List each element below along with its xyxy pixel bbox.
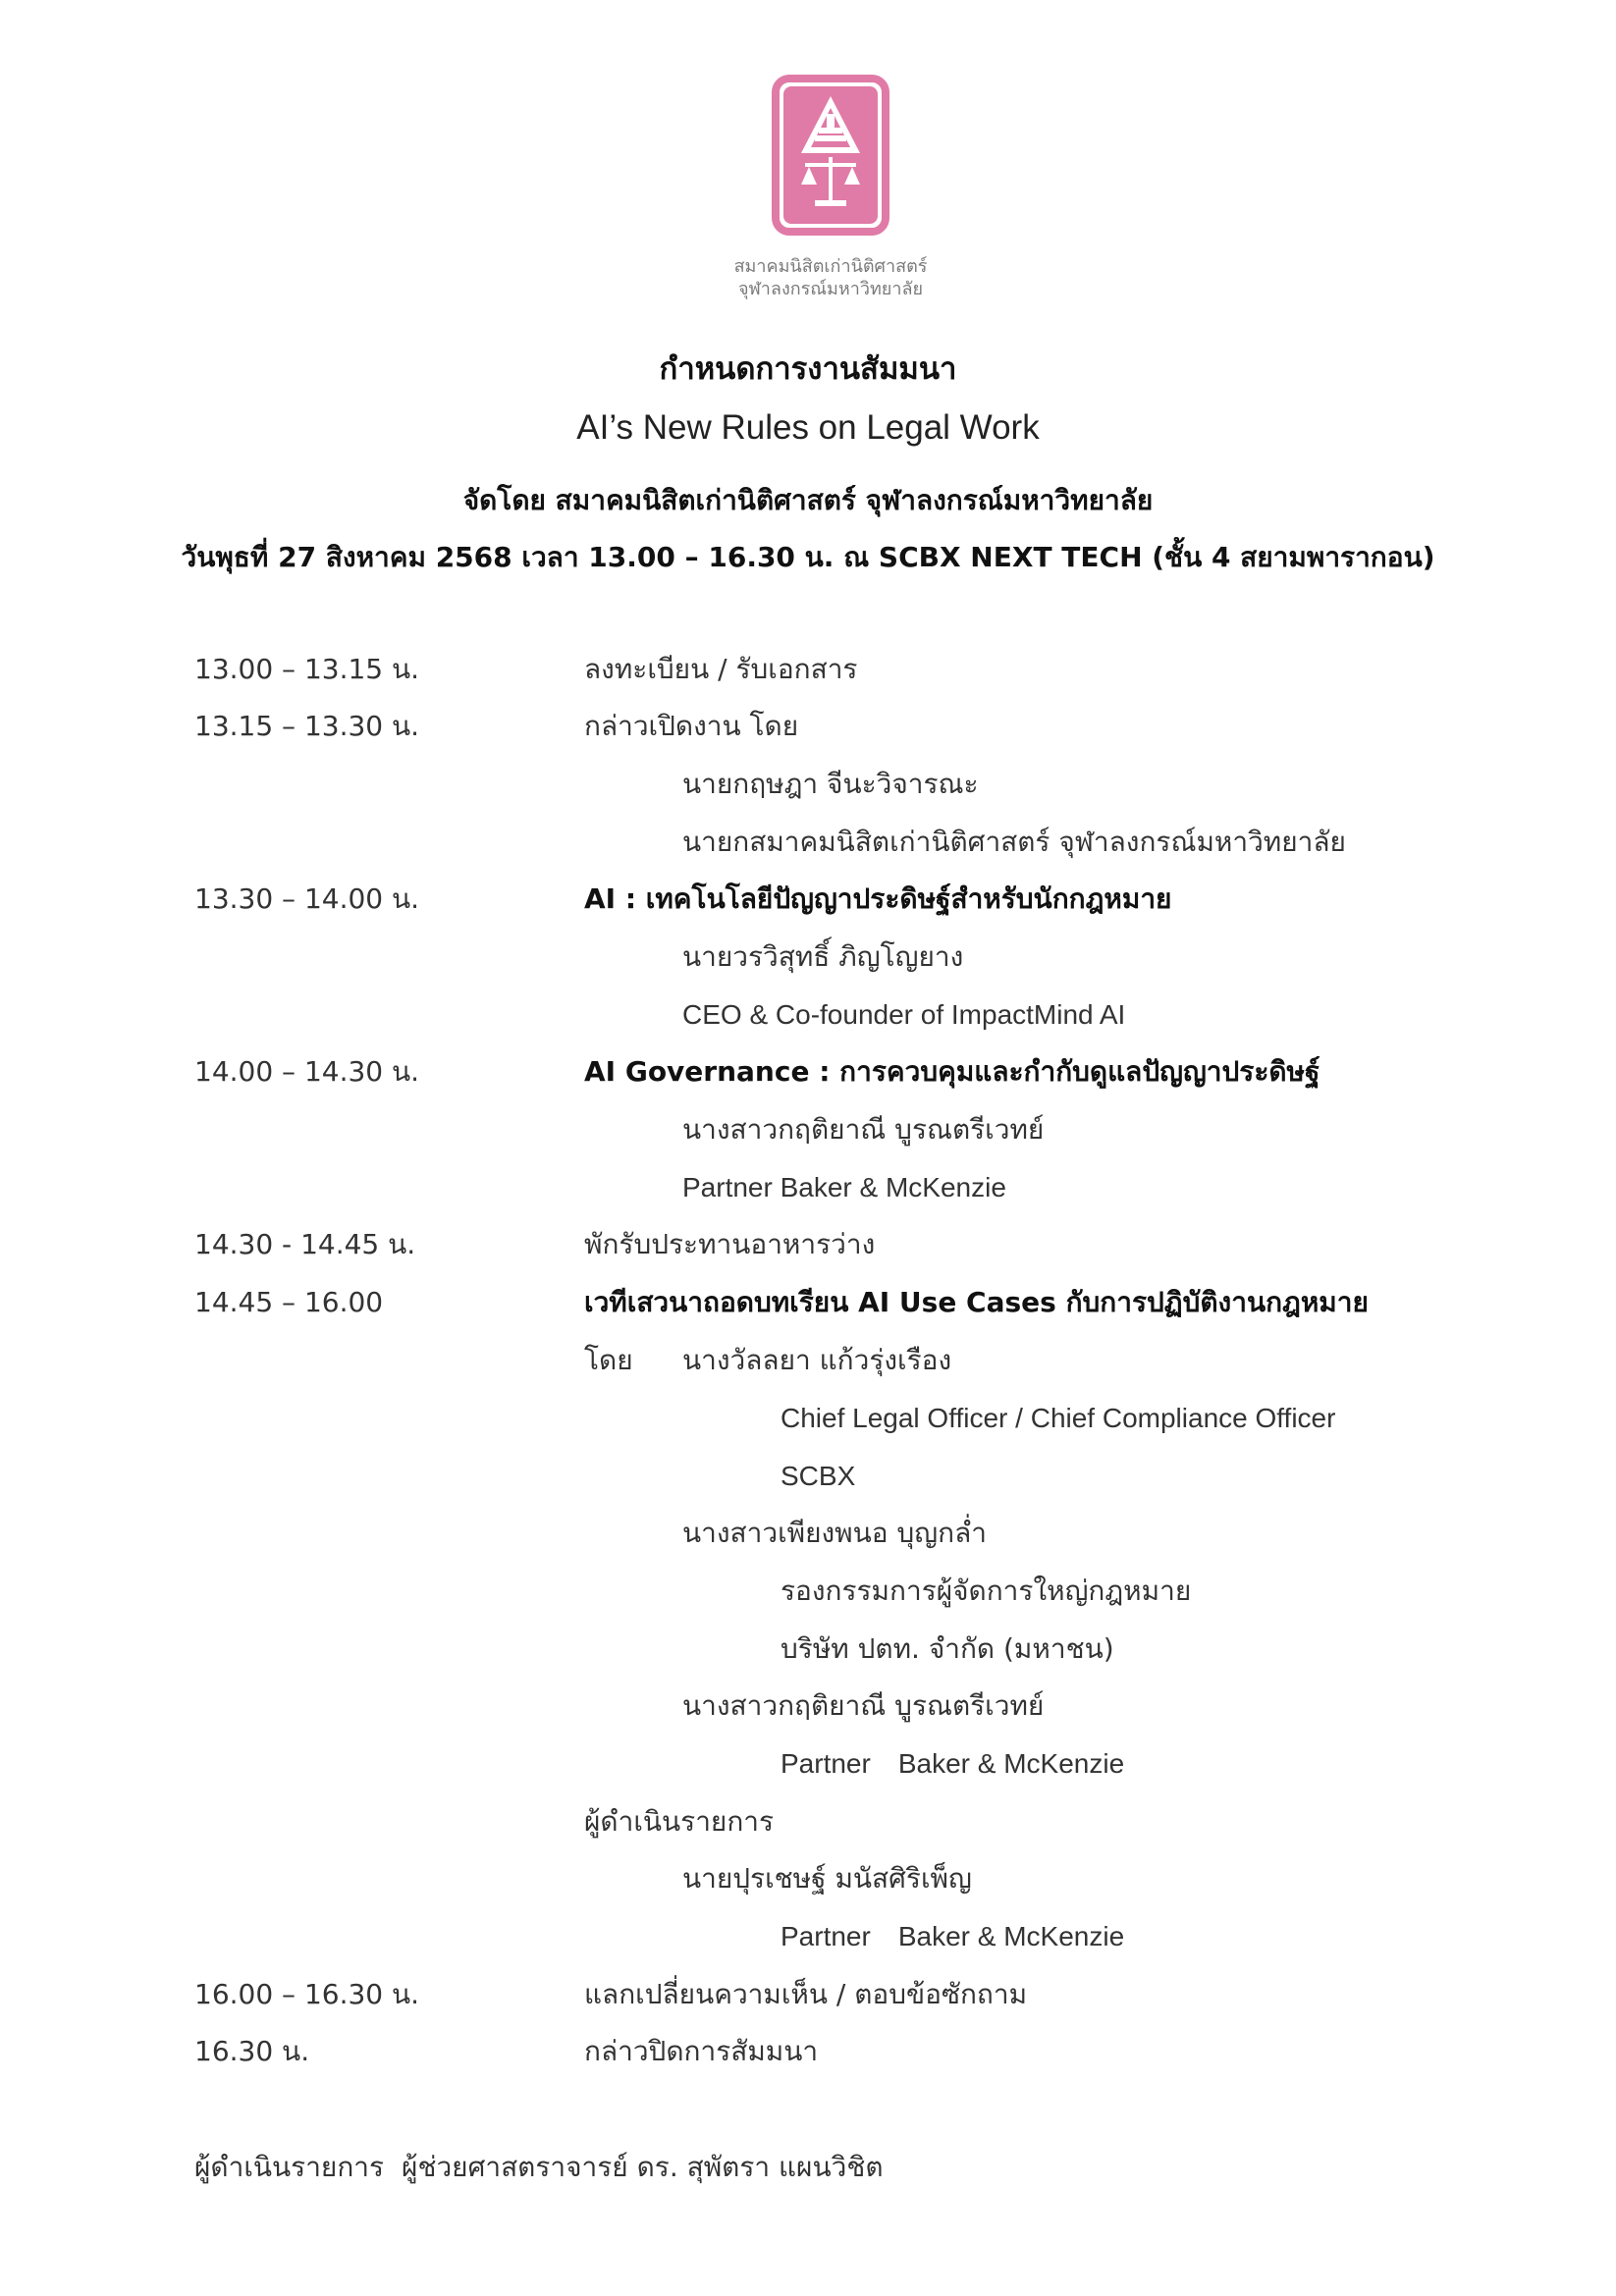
organizer-line: จัดโดย สมาคมนิสิตเก่านิติศาสตร์ จุฬาลงกรณ์มหาวิทยาลัย — [462, 484, 1154, 516]
moderator-org: Baker & McKenzie — [897, 1921, 1125, 1951]
date-venue-line: วันพุธที่ 27 สิงหาคม 2568 เวลา 13.00 – 16.30 น. ณ SCBX NEXT TECH (ชั้น 4 สยามพารากอน) — [181, 541, 1435, 573]
panelist-3-affiliation — [781, 1746, 1124, 1782]
panelist-1-org: SCBX — [781, 1461, 856, 1491]
page-title: กำหนดการงานสัมมนา — [659, 351, 957, 387]
session-6-title: เวทีเสวนาถอดบทเรียน AI Use Cases กับการปฏิบัติงานกฎหมาย — [584, 1286, 1369, 1318]
session-4-speaker: นางสาวกฤติยาณี บูรณตรีเวทย์ — [682, 1113, 1045, 1146]
session-3-speaker-role: CEO & Co-founder of ImpactMind AI — [682, 999, 1126, 1030]
moderator-affiliation — [781, 1919, 1124, 1954]
panelist-1-name: นางวัลลยา แก้วรุ่งเรือง — [682, 1344, 952, 1376]
panelist-3-role: Partner — [781, 1748, 871, 1779]
moderator-name: นายปุรเชษฐ์ มนัสศิริเพ็ญ — [682, 1862, 972, 1895]
footer-moderator-name: ผู้ช่วยศาสตราจารย์ ดร. สุพัตรา แผนวิชิต — [402, 2151, 884, 2183]
panelist-2-name: นางสาวเพียงพนอ บุญกล่ำ — [682, 1517, 987, 1549]
panelist-3-name: นางสาวกฤติยาณี บูรณตรีเวทย์ — [682, 1689, 1045, 1722]
session-4-title: AI Governance : การควบคุมและกำกับดูแลปัญญาประดิษฐ์ — [584, 1055, 1320, 1088]
time-slot-2: 13.15 – 13.30 น. — [194, 710, 420, 742]
time-slot-4: 14.00 – 14.30 น. — [194, 1055, 420, 1088]
panelist-2-org: บริษัท ปตท. จำกัด (มหาชน) — [781, 1632, 1114, 1665]
session-5-title: พักรับประทานอาหารว่าง — [584, 1228, 876, 1260]
panelist-2-role: รองกรรมการผู้จัดการใหญ่กฎหมาย — [781, 1575, 1192, 1607]
session-2-speaker-role: นายกสมาคมนิสิตเก่านิติศาสตร์ จุฬาลงกรณ์มหาวิทยาลัย — [682, 826, 1346, 858]
time-slot-6: 14.45 – 16.00 — [194, 1286, 384, 1318]
time-slot-7: 16.00 – 16.30 น. — [194, 1978, 420, 2010]
time-slot-8: 16.30 น. — [194, 2035, 310, 2067]
logo-caption-line1: สมาคมนิสิตเก่านิติศาสตร์ — [733, 256, 928, 277]
time-slot-5: 14.30 - 14.45 น. — [194, 1228, 416, 1260]
panelist-3-org: Baker & McKenzie — [897, 1748, 1125, 1779]
session-8-title: กล่าวปิดการสัมมนา — [584, 2035, 819, 2067]
session-2-title: กล่าวเปิดงาน โดย — [584, 710, 799, 742]
session-2-speaker: นายกฤษฎา จีนะวิจารณะ — [682, 768, 979, 800]
event-subtitle: AI’s New Rules on Legal Work — [576, 408, 1040, 447]
session-3-speaker: นายวรวิสุทธิ์ ภิญโญยาง — [682, 940, 964, 973]
footer-moderator-label: ผู้ดำเนินรายการ — [194, 2151, 385, 2183]
session-3-title: AI : เทคโนโลยีปัญญาประดิษฐ์สำหรับนักกฎหมาย — [584, 882, 1172, 915]
footer-moderator — [194, 2150, 884, 2185]
panelist-1-role: Chief Legal Officer / Chief Compliance Officer — [781, 1403, 1336, 1433]
logo-caption-line2: จุฬาลงกรณ์มหาวิทยาลัย — [737, 279, 924, 299]
moderator-role: Partner — [781, 1921, 871, 1951]
time-slot-1: 13.00 – 13.15 น. — [194, 653, 420, 685]
moderator-label: ผู้ดำเนินรายการ — [584, 1805, 775, 1838]
session-1-title: ลงทะเบียน / รับเอกสาร — [584, 653, 858, 685]
session-7-title: แลกเปลี่ยนความเห็น / ตอบข้อซักถาม — [584, 1978, 1028, 2010]
time-slot-3: 13.30 – 14.00 น. — [194, 882, 420, 915]
association-logo — [772, 75, 889, 236]
session-4-speaker-role: Partner Baker & McKenzie — [682, 1172, 1006, 1202]
panel-by-label: โดย — [584, 1344, 633, 1376]
